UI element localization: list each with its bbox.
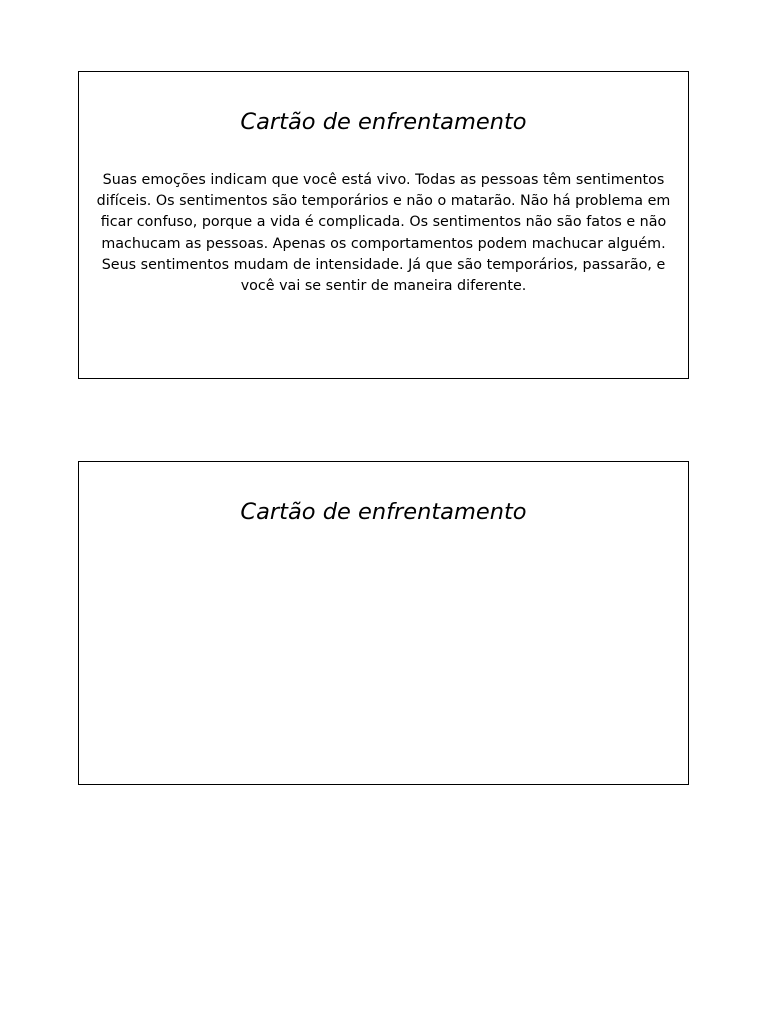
coping-card-2	[78, 461, 689, 785]
card-title: Cartão de enfrentamento	[240, 499, 527, 525]
coping-card-1	[78, 71, 689, 379]
card-body-text: Suas emoções indicam que você está vivo. Todas as pessoas têm sentimentos difíceis. Os sentimentos são temporários e não o matarão. Não há problema em ficar confuso, porque a vida é complicada. Os sentimentos não são fatos e não machucam as pessoas. Apenas os comportamentos podem machucar alguém. Seus sentimentos mudam de intensidade. Já que são temporários, passarão, e você vai se sentir de maneira diferente.	[96, 172, 671, 295]
card-title: Cartão de enfrentamento	[240, 109, 527, 135]
